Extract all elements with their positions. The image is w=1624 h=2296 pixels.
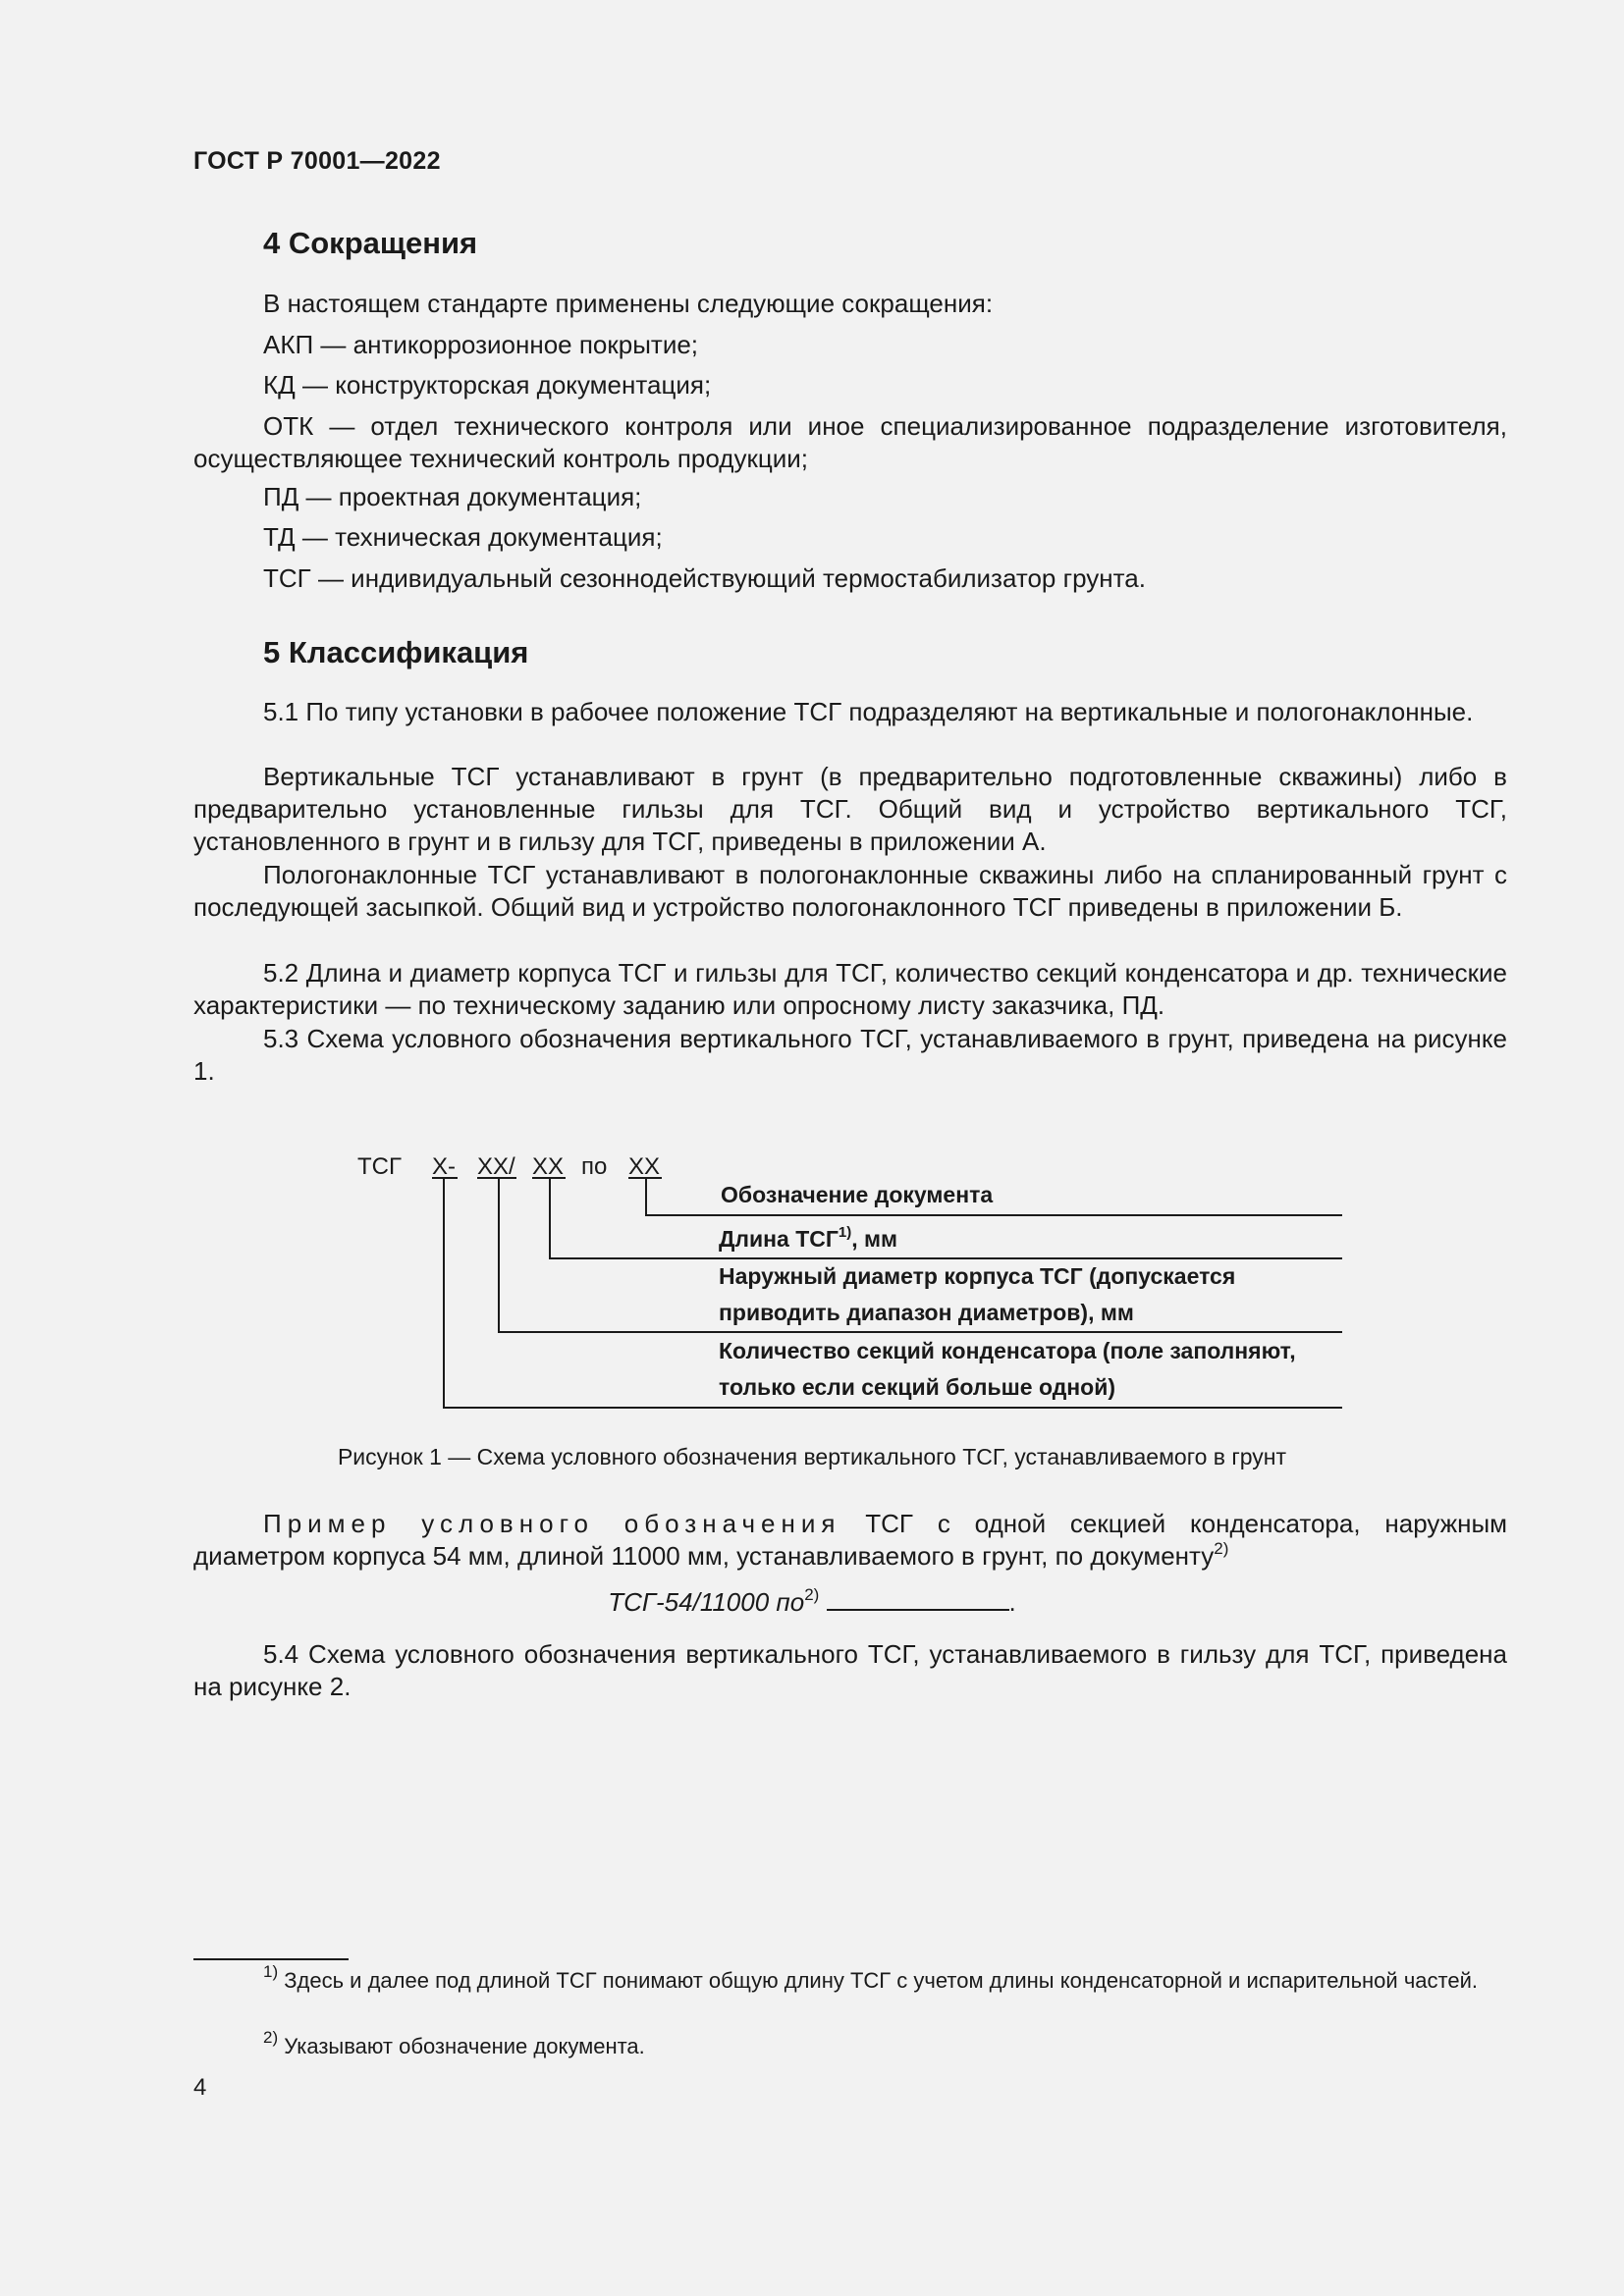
- label-document-designation: Обозначение документа: [721, 1182, 994, 1207]
- label-sections-line-2: только если секций больше одной): [719, 1374, 1116, 1400]
- abbreviation-item: КД — конструкторская документация;: [263, 370, 712, 400]
- code-length-field: ХХ: [532, 1153, 565, 1180]
- page-number: 4: [193, 2074, 207, 2101]
- code-prefix: ТСГ: [357, 1153, 402, 1180]
- formula-end: .: [1008, 1587, 1016, 1617]
- footnote-separator: [193, 1958, 349, 1960]
- abbreviation-item: АКП — антикоррозионное покрытие;: [263, 330, 699, 359]
- code-diameter-field: ХХ/: [477, 1153, 515, 1180]
- footnote-mark: 2): [263, 2028, 279, 2047]
- code-document-field: ХХ: [628, 1153, 661, 1180]
- example-formula: [0, 1587, 1624, 1618]
- formula-text: ТСГ-54/11000 по: [608, 1587, 805, 1617]
- code-sections-field: Х-: [432, 1153, 456, 1180]
- figure-1-diagram: [0, 1129, 1624, 1423]
- footnote-2: [193, 2028, 1507, 2061]
- document-blank: [827, 1587, 1009, 1611]
- label-diameter-line-1: Наружный диаметр корпуса ТСГ (допускается: [719, 1263, 1236, 1289]
- paragraph-vertical: Вертикальные ТСГ устанавливают в грунт (в предварительно подготовленные скважины) либо в предварительно установленные гильзы для ТСГ. Общий вид и устройство вертикального ТСГ, установленного в грунт и в гильзу для ТСГ, приведены в приложении А.: [193, 762, 1507, 856]
- example-lead: Пример условного обозначения: [263, 1509, 841, 1538]
- section-4-title: 4 Сокращения: [263, 226, 478, 260]
- abbreviation-item: ТСГ — индивидуальный сезоннодействующий термостабилизатор грунта.: [263, 563, 1146, 593]
- abbreviation-item: ТД — техническая документация;: [263, 522, 663, 552]
- paragraph-5-1: 5.1 По типу установки в рабочее положение ТСГ подразделяют на вертикальные и пологонаклонные.: [263, 697, 1474, 726]
- paragraph-5-2: 5.2 Длина и диаметр корпуса ТСГ и гильзы для ТСГ, количество секций конденсатора и др. технические характеристики — по техническому заданию или опросному листу заказчика, ПД.: [193, 958, 1507, 1020]
- footnote-1: [193, 1962, 1507, 1996]
- footnote-mark: 1): [263, 1962, 279, 1981]
- footnote-ref: 2): [804, 1585, 820, 1604]
- section-5-title: 5 Классификация: [263, 635, 529, 669]
- code-po: по: [581, 1153, 608, 1180]
- footnote-ref: 2): [1214, 1539, 1229, 1558]
- example-text: ТСГ с одной секцией конденсатора, наружным диаметром корпуса 54 мм, длиной 11000 мм, устанавливаемого в грунт, по документу: [193, 1509, 1508, 1571]
- footnote-text: Указывают обозначение документа.: [278, 2034, 645, 2058]
- document-code: ГОСТ Р 70001—2022: [193, 147, 441, 175]
- abbreviation-item: ПД — проектная документация;: [263, 482, 642, 511]
- label-length: Длина ТСГ$^{1)}$, мм: [719, 1224, 898, 1252]
- paragraph-inclined: Пологонаклонные ТСГ устанавливают в пологонаклонные скважины либо на спланированный грунт с последующей засыпкой. Общий вид и устройство пологонаклонного ТСГ приведены в приложении Б.: [193, 860, 1507, 922]
- footnote-text: Здесь и далее под длиной ТСГ понимают общую длину ТСГ с учетом длины конденсаторной и испарительной частей.: [278, 1968, 1478, 1993]
- figure-1-caption: Рисунок 1 — Схема условного обозначения вертикального ТСГ, устанавливаемого в грунт: [337, 1444, 1287, 1469]
- example-paragraph: [193, 1508, 1507, 1573]
- section-4-intro: В настоящем стандарте применены следующие сокращения:: [263, 289, 994, 318]
- label-sections-line-1: Количество секций конденсатора (поле заполняют,: [719, 1338, 1296, 1363]
- paragraph-5-4: 5.4 Схема условного обозначения вертикального ТСГ, устанавливаемого в гильзу для ТСГ, приведена на рисунке 2.: [193, 1639, 1507, 1701]
- paragraph-5-3: 5.3 Схема условного обозначения вертикального ТСГ, устанавливаемого в грунт, приведена на рисунке 1.: [193, 1024, 1507, 1086]
- abbreviation-item: ОТК — отдел технического контроля или иное специализированное подразделение изготовителя, осуществляющее технический контроль продукции;: [193, 411, 1507, 473]
- label-diameter-line-2: приводить диапазон диаметров), мм: [719, 1300, 1134, 1325]
